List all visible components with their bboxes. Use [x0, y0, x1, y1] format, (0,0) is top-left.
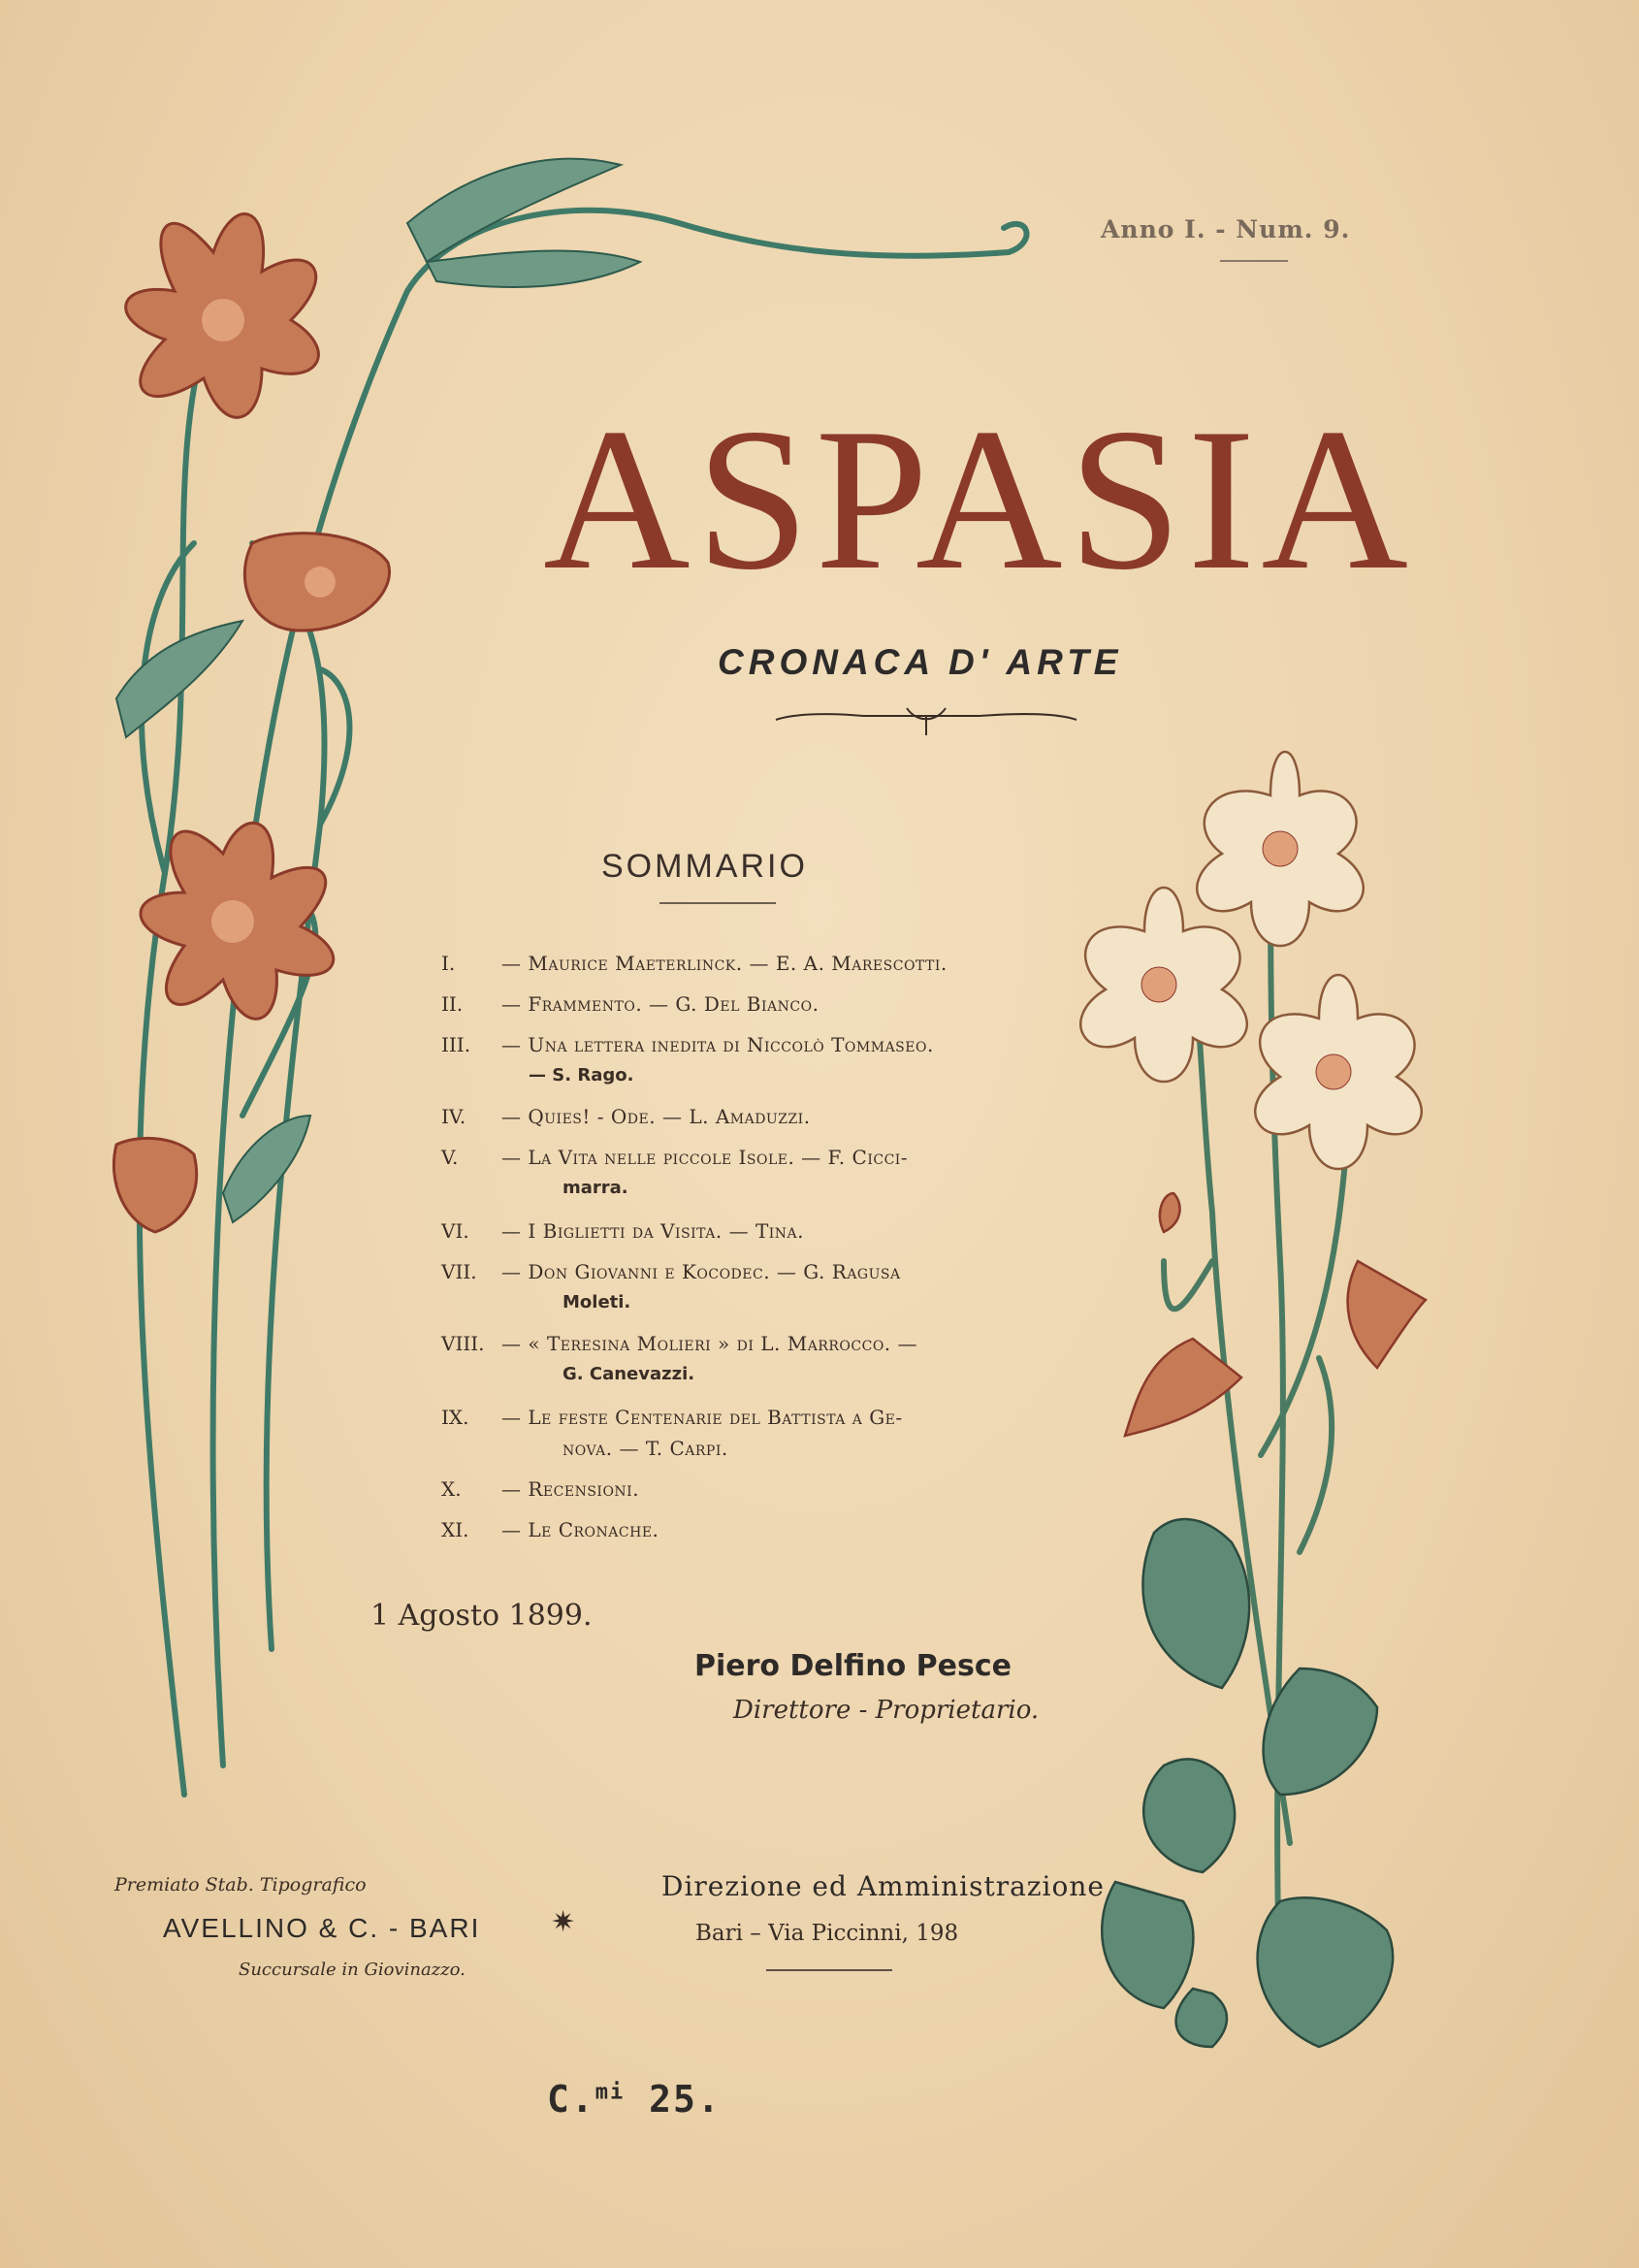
toc-text: G. Canevazzi. [562, 1364, 695, 1384]
toc-number: XI. [441, 1518, 469, 1541]
toc-text: — Le feste Centenarie del Battista a Ge- [501, 1406, 903, 1429]
issue-number: Anno I. - Num. 9. [1101, 215, 1351, 243]
price-amount: 25. [649, 2078, 722, 2121]
toc-text: — Una lettera inedita di Niccolò Tommaseo. [501, 1033, 934, 1056]
issue-rule [1220, 260, 1288, 262]
issue-date: 1 Agosto 1899. [370, 1599, 593, 1633]
toc-text: marra. [562, 1178, 628, 1198]
toc-text: — Quies! - Ode. — L. Amaduzzi. [501, 1105, 811, 1128]
toc-text: — S. Rago. [529, 1065, 634, 1085]
toc-number: VIII. [441, 1332, 485, 1355]
printer-prize: Premiato Stab. Tipografico [114, 1874, 367, 1895]
toc-text: — La Vita nelle piccole Isole. — F. Cicci- [501, 1146, 909, 1169]
star-ornament-icon: ✷ [551, 1905, 576, 1939]
administration-address: Bari – Via Piccinni, 198 [695, 1921, 959, 1946]
director-name: Piero Delfino Pesce [694, 1649, 1012, 1683]
price-sup: mi [595, 2080, 626, 2105]
toc-text: — Recensioni. [501, 1477, 640, 1501]
toc-number: IX. [441, 1406, 469, 1429]
toc-text: nova. — T. Carpi. [562, 1437, 728, 1460]
administration-title: Direzione ed Amministrazione [661, 1870, 1105, 1902]
printer-branch: Succursale in Giovinazzo. [239, 1960, 466, 1980]
toc-text: — Maurice Maeterlinck. — E. A. Marescotti. [501, 952, 948, 975]
price [547, 2078, 722, 2121]
toc-number: IV. [441, 1105, 466, 1128]
administration-rule [766, 1969, 892, 1971]
toc-text: Moleti. [562, 1292, 631, 1312]
director-role: Direttore - Proprietario. [733, 1696, 1040, 1725]
toc-text: — « Teresina Molieri » di L. Marrocco. — [501, 1332, 918, 1355]
magazine-subtitle: CRONACA D' ARTE [718, 642, 1123, 682]
toc-number: III. [441, 1033, 471, 1056]
toc-text: — Don Giovanni e Kocodec. — G. Ragusa [501, 1260, 901, 1283]
sommario-rule [659, 902, 776, 904]
price-prefix: C. [547, 2078, 595, 2121]
printer-name: AVELLINO & C. - BARI [163, 1913, 481, 1943]
toc-number: II. [441, 992, 464, 1016]
toc-text: — Le Cronache. [501, 1518, 659, 1541]
toc-number: VI. [441, 1219, 469, 1243]
toc-number: V. [441, 1146, 459, 1169]
toc-number: VII. [441, 1260, 477, 1283]
sommario-heading: SOMMARIO [601, 848, 808, 885]
toc-number: X. [441, 1477, 462, 1501]
toc-text: — Frammento. — G. Del Bianco. [501, 992, 820, 1016]
magazine-title: ASPASIA [543, 387, 1414, 612]
toc-text: — I Biglietti da Visita. — Tina. [501, 1219, 805, 1243]
toc-number: I. [441, 952, 456, 975]
